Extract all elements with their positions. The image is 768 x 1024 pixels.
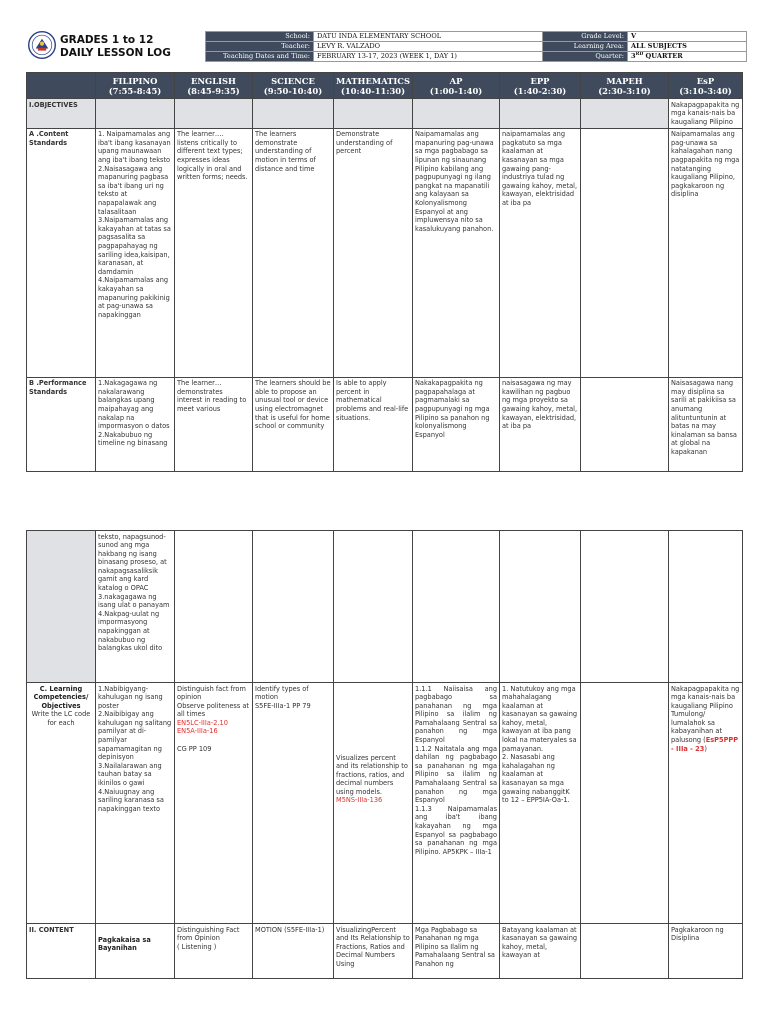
school-value: DATU INDA ELEMENTARY SCHOOL [314,32,543,42]
competencies-epp: 1. Natutukoy ang mga mahahalagang kaalaman at kasanayan sa gawaing kahoy, metal, kawayan at iba pang lokal na materyales sa pamayanan. 2. Nasasabi ang kahalagahan ng kaalaman at kasanayan sa mga gawaing nabanggitK to 12 – EPP5IA-Oa-1. [500,683,581,924]
lesson-grid-page1 [26,72,743,472]
competencies-ap: 1.1.1 Naiisaisa ang pagbabago sa panahanan ng mga Pilipino sa ilalim ng Pamahalaang Sentral sa panahon ng mga Espanyol 1.1.2 Naitatala ang mga dahilan ng pagbabago sa panahanan ng mga Pilipino sa ilalim ng Pamahalaang Sentral sa panahon ng mga Espanyol 1.1.3 Naipamamalas ang iba't ibang kakayahan ng mga Espanyol sa pagbabago sa panahanan ng mga Pilipino. AP5KPK – IIIa-1 [413,683,500,924]
performance-standards-science: The learners should be able to propose an unusual tool or device using electromagnet that is useful for home school or community [253,377,334,471]
school-label: School: [206,32,314,42]
objectives-row [27,99,743,129]
performance-standards-ap: Nakakapagpakita ng pagpapahalaga at pagmamalaki sa pagpupunyagi ng mga Pilipino sa panahon ng kolonyalismong Espanyol [413,377,500,471]
col-header-epp: EPP (1:40-2:30) [500,73,581,99]
content-standards-row [27,128,743,377]
content-standards-mapeh [581,128,669,377]
teacher-value: LEVY R. VALZADO [314,42,543,52]
form-title-grades: GRADES 1 to 12 [60,34,154,46]
performance-standards-english: The learner… demonstrates interest in reading to meet various [175,377,253,471]
competencies-row [27,683,743,924]
dates-label: Teaching Dates and Time: [206,52,314,62]
competencies-english: Distinguish fact from opinion Observe politeness at all times EN5LC-IIIa-2.10 EN5A-IIIa-16 CG PP 109 [175,683,253,924]
quarter-value: 3RD QUARTER [628,52,747,62]
header-info-table [205,31,747,62]
content-row [27,924,743,979]
grade-label: Grade Level: [543,32,628,42]
quarter-label: Quarter: [543,52,628,62]
content-standards-english: The learner…. listens critically to different text types; expresses ideas logically in oral and written forms; needs. [175,128,253,377]
content-esp: Pagkakaroon ng Disiplina [669,924,743,979]
performance-standards-mapeh [581,377,669,471]
content-english: Distinguishing Fact from Opinion ( Listening ) [175,924,253,979]
content-standards-science: The learners demonstrate understanding of motion in terms of distance and time [253,128,334,377]
form-title-dll: DAILY LESSON LOG [60,47,171,59]
performance-standards-epp: naisasagawa ng may kawilihan ng pagbuo ng mga proyekto sa gawaing kahoy, metal, kawayan, elektrisidad, at iba pa [500,377,581,471]
performance-standards-math: Is able to apply percent in mathematical problems and real-life situations. [334,377,413,471]
content-ap: Mga Pagbabago sa Panahanan ng mga Pilipino sa Ilalim ng Pamahalaang Sentral sa Panahon ng [413,924,500,979]
col-header-english: ENGLISH (8:45-9:35) [175,73,253,99]
performance-standards-filipino: 1.Nakagagawa ng nakalarawang balangkas upang maipahayag ang nakalap na impormasyon o datos 2.Nakabubuo ng timeline ng binasang [96,377,175,471]
content-filipino: Pagkakaisa sa Bayanihan [96,924,175,979]
col-header-filipino: FILIPINO (7:55-8:45) [96,73,175,99]
content-label: II. CONTENT [27,924,96,979]
content-math: VisualizingPercent and Its Relationship to Fractions, Ratios and Decimal Numbers Using [334,924,413,979]
content-science: MOTION (S5FE-IIIa-1) [253,924,334,979]
content-standards-esp: Naipamamalas ang pag-unawa sa kahalagahan nang pagpapakita ng mga natatanging kaugaliang Pilipino, pagkakaroon ng disiplina [669,128,743,377]
objectives-label: I.OBJECTIVES [27,99,96,129]
content-standards-filipino: 1. Naipamamalas ang iba't ibang kasanayan upang maunawaan ang iba't ibang teksto 2.Naisasagawa ang mapanuring pagbasa sa iba't ibang uri ng teksto at napapalawak ang talasalitaan 3.Naipamamalas ang kakayahan at tatas sa pagsasalita sa pagpapahayag ng sariling idea,kaisipan, karanasan, at damdamin 4.Naipamamalas ang kakayahan sa mapanuring pakikinig at pag-unawa sa napakinggan [96,128,175,377]
lesson-grid-page2 [26,530,743,979]
content-standards-label: A .Content Standards [27,128,96,377]
competencies-filipino: 1.Nabibigyang-kahulugan ng isang poster 2.Naibibigay ang kahulugan ng salitang pamilyar at di-pamilyar sapamamagitan ng depinisyon 3.Nailalarawan ang tauhan batay sa ikinilos o gawi 4.Naiuugnay ang sariling karanasa sa napakinggan texto [96,683,175,924]
competencies-esp: Nakapagpapakita ng mga kanais-nais ba kaugaliang Pilipino Tumulong/ lumalahok sa kabayanihan at palusong (EsP5PPP - IIIa - 23) [669,683,743,924]
teacher-label: Teacher: [206,42,314,52]
col-header-mapeh: MAPEH (2:30-3:10) [581,73,669,99]
content-standards-epp: naipamamalas ang pagkatuto sa mga kaalaman at kasanayan sa mga gawaing pang-industriya tulad ng gawaing kahoy, metal, kawayan, elektrisidad at iba pa [500,128,581,377]
col-header-ap: AP (1:00-1:40) [413,73,500,99]
area-value: ALL SUBJECTS [628,42,747,52]
content-epp: Batayang kaalaman at kasanayan sa gawaing kahoy, metal, kawayan at [500,924,581,979]
dates-value: FEBRUARY 13-17, 2023 (WEEK 1, DAY 1) [314,52,543,62]
competencies-mapeh [581,683,669,924]
performance-standards-label: B .Performance Standards [27,377,96,471]
deped-seal-icon [28,31,56,59]
area-label: Learning Area: [543,42,628,52]
col-header-science: SCIENCE (9:50-10:40) [253,73,334,99]
grade-value: V [628,32,747,42]
content-mapeh [581,924,669,979]
performance-standards-esp: Naisasagawa nang may disiplina sa sarili at pakikiisa sa anumang alituntuntunin at batas na may kinalaman sa bansa at global na kapakanan [669,377,743,471]
competencies-science: Identify types of motion S5FE-IIIa-1 PP 79 [253,683,334,924]
performance-standards-row [27,377,743,471]
continuation-filipino: teksto, napagsunod-sunod ang mga hakbang ng isang binasang proseso, at nakapagsasaliksik gamit ang kard katalog o OPAC 3.nakagagawa ng isang ulat o panayam 4.Nakpag-uulat ng impormasyong napakinggan at nakabubuo ng balangkas ukol dito [96,531,175,683]
content-standards-ap: Naipamamalas ang mapanuring pag-unawa sa mga pagbabago sa lipunan ng sinaunang Pilipino kabilang ang pagpupunyagi ng ilang pangkat na mapanatili ang kalayaan sa Kolonyalismong Espanyol at ang impluwensya nito sa kasalukuyang panahon. [413,128,500,377]
objectives-esp: Nakapagpapakita ng mga kanais-nais ba kaugaliang Pilipino [669,99,743,129]
continuation-row [27,531,743,683]
content-standards-math: Demonstrate understanding of percent [334,128,413,377]
competencies-math: Visualizes percent and its relationship to fractions, ratios, and decimal numbers using models. M5NS-IIIa-136 [334,683,413,924]
competencies-label: C. Learning Competencies/ Objectives Write the LC code for each [27,683,96,924]
col-header-mathematics: MATHEMATICS (10:40-11:30) [334,73,413,99]
col-header-esp: EsP (3:10-3:40) [669,73,743,99]
corner-header [27,73,96,99]
